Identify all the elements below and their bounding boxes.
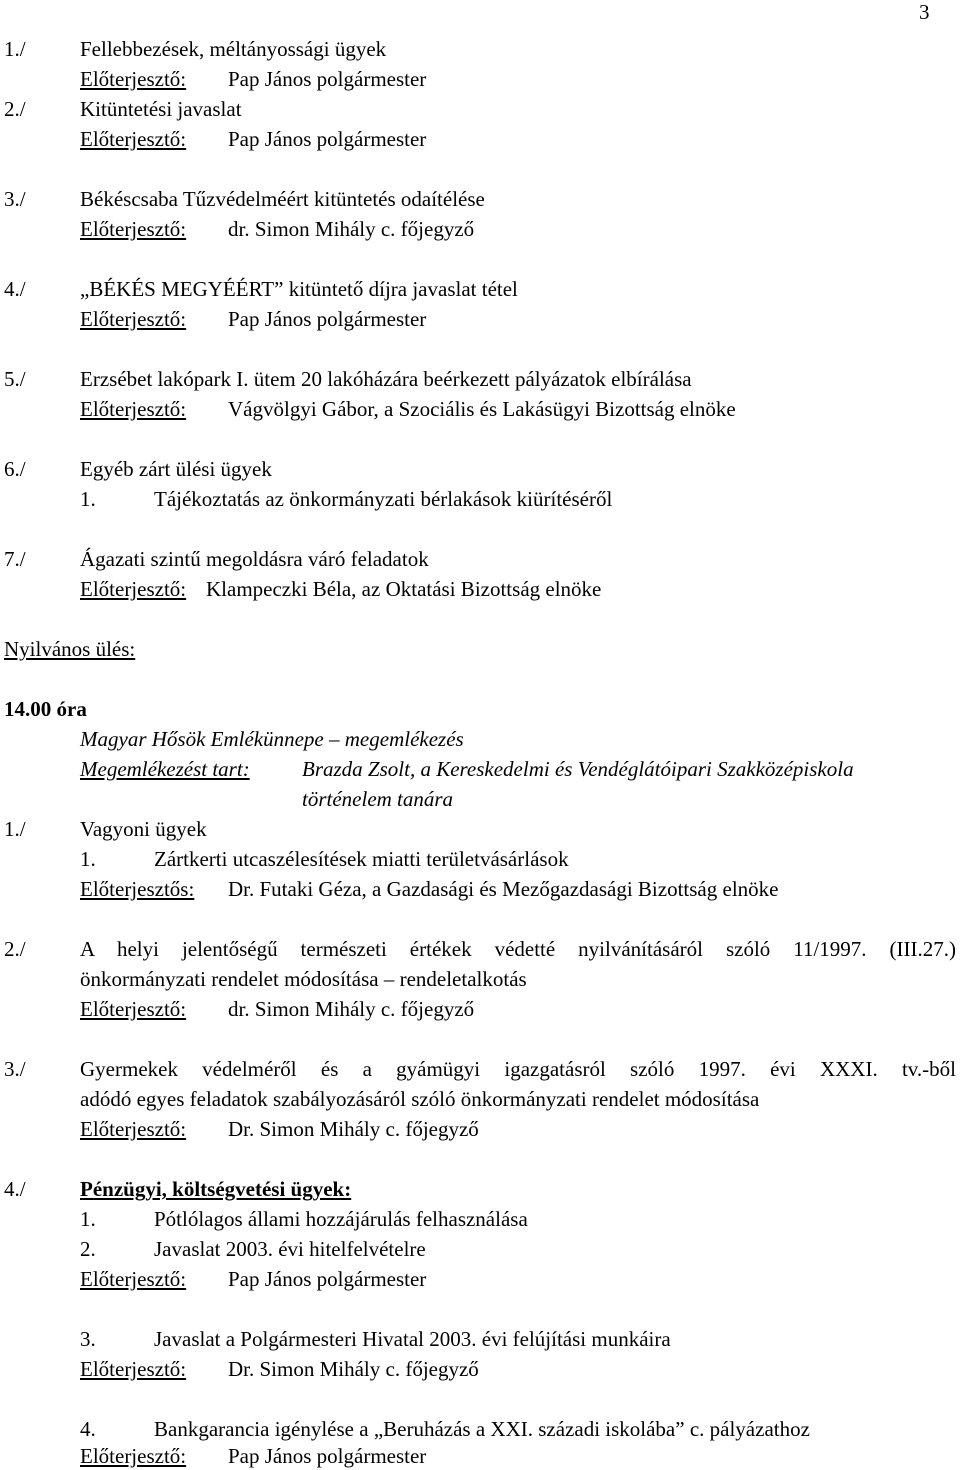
item-6-number: 6./ [4,457,26,481]
public-item-4-presenter-a-label: Előterjesztő: [80,1267,187,1291]
public-item-1-sub-title: Zártkerti utcaszélesítések miatti területvásárlások [154,847,569,871]
item-5-presenter: Vágvölgyi Gábor, a Szociális és Lakásügyi Bizottság elnöke [228,397,736,421]
item-4-presenter-label: Előterjesztő: [80,307,187,331]
item-2-title: Kitüntetési javaslat [80,97,242,121]
public-item-4-sub-2-number: 2. [80,1237,96,1261]
public-item-4-sub-2: Javaslat 2003. évi hitelfelvételre [154,1237,426,1261]
item-2-number: 2./ [4,97,26,121]
public-item-4-sub-1: Pótlólagos állami hozzájárulás felhasználása [154,1207,528,1231]
item-7-presenter-label: Előterjesztő: [80,577,187,601]
public-item-3-line-1: Gyermekek védelméről és a gyámügyi igazgatásról szóló 1997. évi XXXI. tv.-ből [80,1057,956,1081]
item-3-presenter: dr. Simon Mihály c. főjegyző [228,217,475,241]
item-1-title: Fellebbezések, méltányossági ügyek [80,37,387,61]
public-item-2-number: 2./ [4,937,26,961]
item-6-sub-number: 1. [80,487,96,511]
item-6-title: Egyéb zárt ülési ügyek [80,457,272,481]
item-5-number: 5./ [4,367,26,391]
item-1-presenter-label: Előterjesztő: [80,67,187,91]
public-item-1-number: 1./ [4,817,26,841]
public-session-heading: Nyilvános ülés: [4,637,136,661]
public-item-4-presenter-c: Pap János polgármester [228,1444,427,1468]
item-5-presenter-label: Előterjesztő: [80,397,187,421]
public-item-4-sub-4-number: 4. [80,1417,96,1441]
item-6-sub-title: Tájékoztatás az önkormányzati bérlakások kiürítéséről [154,487,613,511]
item-7-number: 7./ [4,547,26,571]
public-item-1-presenter-label: Előterjesztős: [80,877,195,901]
public-item-4-sub-1-number: 1. [80,1207,96,1231]
public-item-4-sub-3-number: 3. [80,1327,96,1351]
speaker-line-2: történelem tanára [302,787,454,811]
public-item-1-sub-number: 1. [80,847,96,871]
item-4-number: 4./ [4,277,26,301]
item-4-title: „BÉKÉS MEGYÉÉRT” kitüntető díjra javaslat tétel [80,277,518,301]
public-item-4-title: Pénzügyi, költségvetési ügyek: [80,1177,352,1201]
public-item-3-presenter: Dr. Simon Mihály c. főjegyző [228,1117,479,1141]
page-number: 3 [919,0,930,24]
item-3-presenter-label: Előterjesztő: [80,217,187,241]
public-item-4-sub-3: Javaslat a Polgármesteri Hivatal 2003. évi felújítási munkáira [154,1327,671,1351]
public-item-4-sub-4: Bankgarancia igénylése a „Beruházás a XXI. századi iskolába” c. pályázathoz [154,1417,810,1441]
public-item-2-line-2: önkormányzati rendelet módosítása – rendeletalkotás [80,967,527,991]
public-item-3-number: 3./ [4,1057,26,1081]
item-3-title: Békéscsaba Tűzvédelméért kitüntetés odaítélése [80,187,485,211]
item-1-presenter: Pap János polgármester [228,67,427,91]
public-item-4-presenter-b-label: Előterjesztő: [80,1357,187,1381]
item-1-number: 1./ [4,37,26,61]
item-3-number: 3./ [4,187,26,211]
public-item-2-presenter: dr. Simon Mihály c. főjegyző [228,997,475,1021]
item-5-title: Erzsébet lakópark I. ütem 20 lakóházára beérkezett pályázatok elbírálása [80,367,692,391]
public-item-3-presenter-label: Előterjesztő: [80,1117,187,1141]
public-item-3-line-2: adódó egyes feladatok szabályozásáról szóló önkormányzati rendelet módosítása [80,1087,760,1111]
public-item-4-presenter-a: Pap János polgármester [228,1267,427,1291]
item-2-presenter-label: Előterjesztő: [80,127,187,151]
speaker-line-1: Brazda Zsolt, a Kereskedelmi és Vendéglátóipari Szakközépiskola [302,757,854,781]
public-item-4-presenter-c-label: Előterjesztő: [80,1444,187,1468]
speech-label: Megemlékezést tart: [80,757,250,781]
public-item-2-line-1: A helyi jelentőségű természeti értékek védetté nyilvánításáról szóló 11/1997. (III.27.) [80,937,956,961]
item-4-presenter: Pap János polgármester [228,307,427,331]
item-7-presenter: Klampeczki Béla, az Oktatási Bizottság elnöke [206,577,602,601]
public-session-time: 14.00 óra [4,697,87,721]
public-item-4-presenter-b: Dr. Simon Mihály c. főjegyző [228,1357,479,1381]
item-7-title: Ágazati szintű megoldásra váró feladatok [80,547,429,571]
item-2-presenter: Pap János polgármester [228,127,427,151]
commemoration-title: Magyar Hősök Emlékünnepe – megemlékezés [80,727,464,751]
public-item-4-number: 4./ [4,1177,26,1201]
public-item-1-title: Vagyoni ügyek [80,817,207,841]
public-item-2-presenter-label: Előterjesztő: [80,997,187,1021]
public-item-1-presenter: Dr. Futaki Géza, a Gazdasági és Mezőgazdasági Bizottság elnöke [228,877,779,901]
